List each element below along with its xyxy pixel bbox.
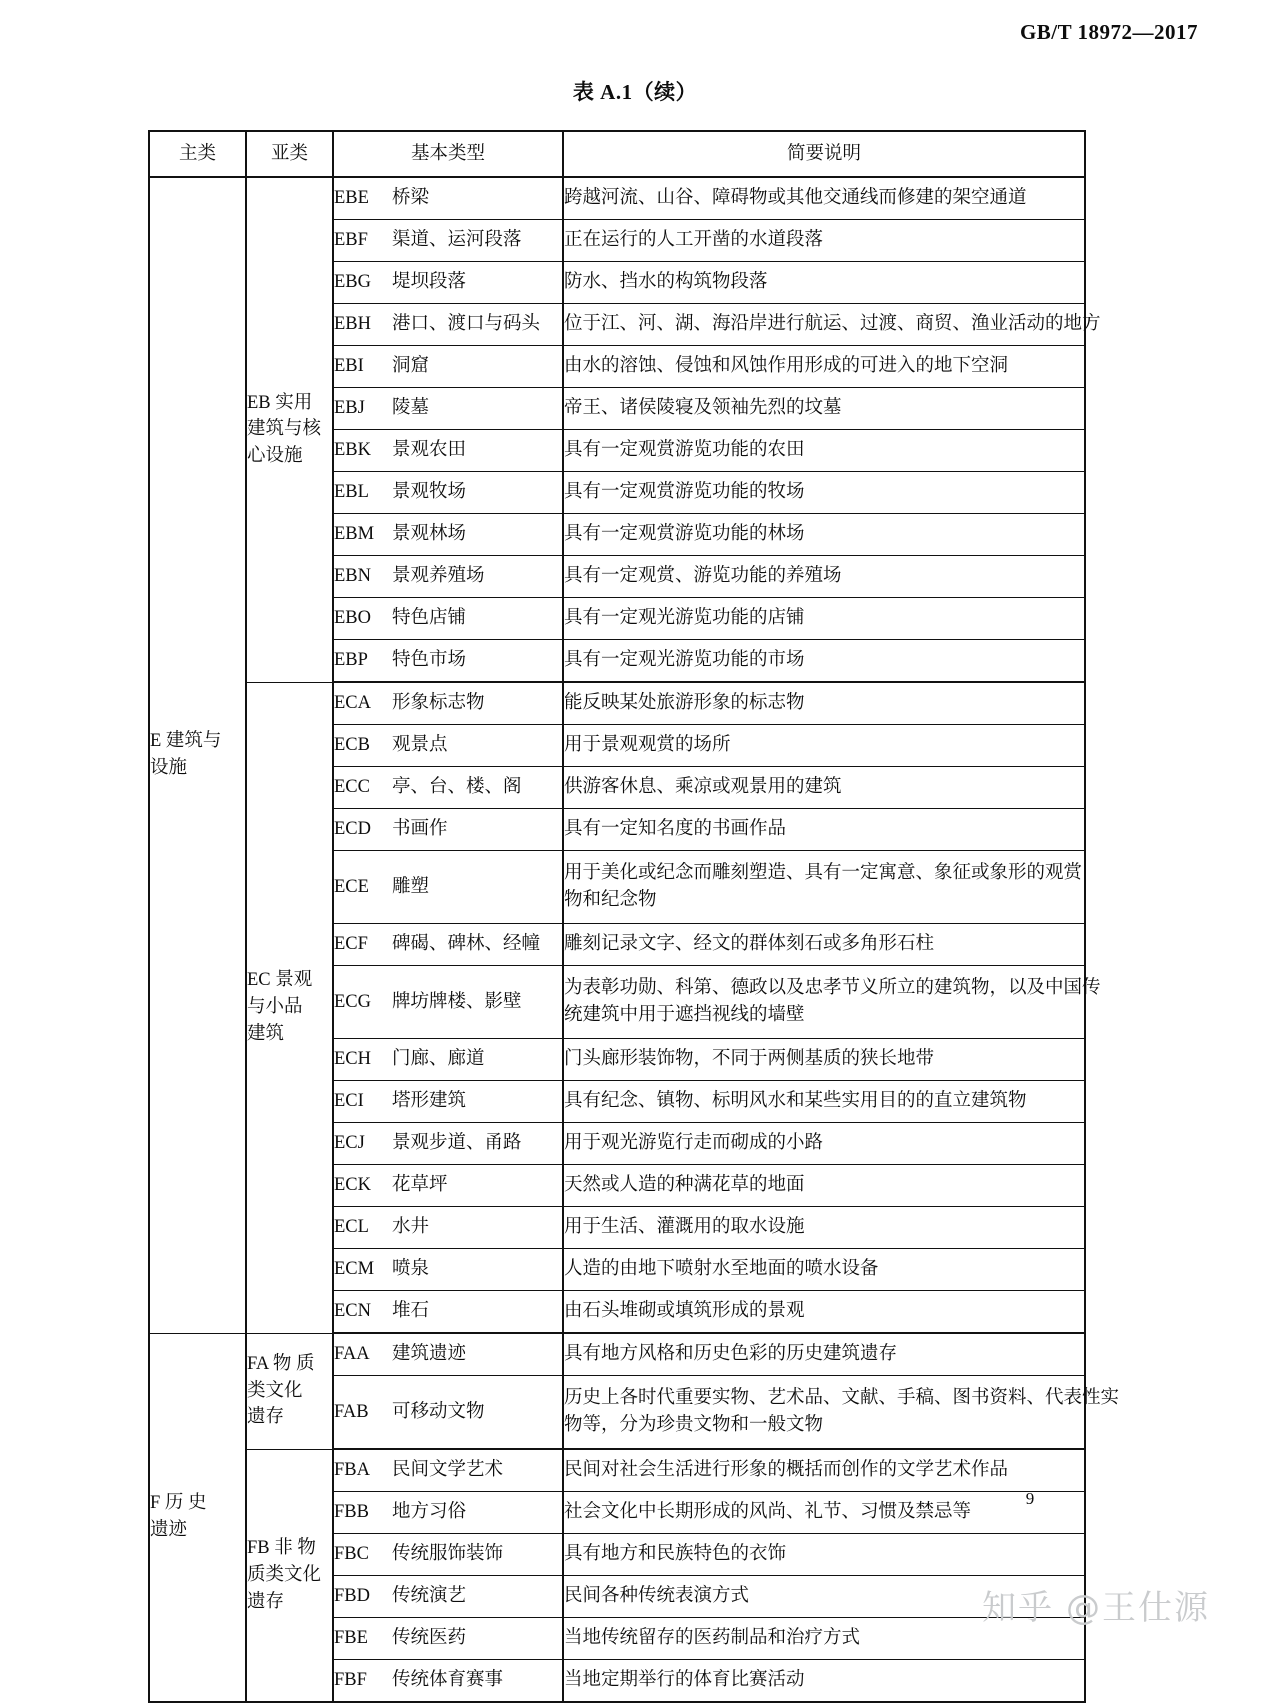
- type-code: ECE: [334, 876, 369, 897]
- type-name: 牌坊牌楼、影壁: [392, 991, 522, 1012]
- description-cell: 具有地方风格和历史色彩的历史建筑遗存: [563, 1333, 1085, 1376]
- sub-class-1-2: [246, 682, 333, 1333]
- type-code: EBK: [334, 440, 371, 461]
- type-name: 传统服饰装饰: [392, 1544, 504, 1565]
- type-code: EBG: [334, 272, 371, 293]
- type-name: 港口、渡口与码头: [392, 314, 541, 335]
- description-cell: 具有一定观光游览功能的店铺: [563, 598, 1085, 640]
- sub-class-2-1-label: FA 物 质 类文化 遗存: [247, 1353, 315, 1428]
- type-name: 陵墓: [392, 398, 430, 419]
- basic-type-cell: [333, 1618, 563, 1660]
- type-code: ECF: [334, 934, 368, 955]
- description-cell: 位于江、河、湖、海沿岸进行航运、过渡、商贸、渔业活动的地方: [563, 304, 1085, 346]
- basic-type-cell: [333, 346, 563, 388]
- description-cell: 由石头堆砌或填筑形成的景观: [563, 1291, 1085, 1334]
- sub-class-2-1: [246, 1333, 333, 1449]
- basic-type-cell: [333, 851, 563, 924]
- basic-type-cell: [333, 1039, 563, 1081]
- type-code: EBI: [334, 356, 364, 377]
- sub-class-1-2-label: EC 景观 与小品 建筑: [247, 970, 313, 1044]
- basic-type-cell: [333, 1291, 563, 1334]
- main-class-1-label: E 建筑与 设施: [150, 731, 222, 779]
- description-cell: 用于生活、灌溉用的取水设施: [563, 1207, 1085, 1249]
- basic-type-cell: [333, 388, 563, 430]
- column-header-description: 简要说明: [563, 131, 1085, 177]
- basic-type-cell: [333, 1449, 563, 1492]
- type-name: 桥梁: [392, 188, 430, 209]
- sub-class-1-1: [246, 177, 333, 682]
- type-name: 景观农田: [392, 440, 467, 461]
- type-code: ECG: [334, 991, 371, 1012]
- table-caption: 表 A.1（续）: [572, 80, 698, 104]
- type-code: EBF: [334, 230, 368, 251]
- main-class-2-label: F 历 史 遗迹: [150, 1493, 207, 1541]
- type-code: FAB: [334, 1401, 369, 1422]
- type-name: 景观养殖场: [392, 566, 485, 587]
- basic-type-cell: [333, 598, 563, 640]
- type-name: 景观牧场: [392, 482, 467, 503]
- type-name: 堆石: [392, 1301, 430, 1322]
- type-code: EBO: [334, 608, 371, 629]
- description-cell: 具有一定观赏、游览功能的养殖场: [563, 556, 1085, 598]
- type-name: 传统演艺: [392, 1586, 467, 1607]
- page-header: [0, 12, 1270, 52]
- type-code: EBN: [334, 566, 371, 587]
- table-row: [149, 177, 1085, 220]
- type-name: 传统体育赛事: [392, 1670, 504, 1691]
- basic-type-cell: [333, 924, 563, 966]
- basic-type-cell: [333, 640, 563, 683]
- basic-type-cell: [333, 725, 563, 767]
- main-class-1: [149, 177, 246, 1333]
- type-name: 观景点: [392, 735, 448, 756]
- table-row: [149, 682, 1085, 725]
- basic-type-cell: [333, 304, 563, 346]
- description-cell: 帝王、诸侯陵寝及领袖先烈的坟墓: [563, 388, 1085, 430]
- description-cell: 门头廊形装饰物，不同于两侧基质的狭长地带: [563, 1039, 1085, 1081]
- watermark-username: @王仕源: [1066, 1588, 1210, 1628]
- description-cell: 具有一定观赏游览功能的林场: [563, 514, 1085, 556]
- type-code: ECB: [334, 735, 370, 756]
- table-row: [149, 1449, 1085, 1492]
- type-name: 特色店铺: [392, 608, 467, 629]
- type-name: 渠道、运河段落: [392, 230, 522, 251]
- description-cell: 用于观光游览行走而砌成的小路: [563, 1123, 1085, 1165]
- basic-type-cell: [333, 966, 563, 1039]
- page-number-value: 9: [1025, 1489, 1035, 1508]
- description-cell: 用于美化或纪念而雕刻塑造、具有一定寓意、象征或象形的观赏 物和纪念物: [563, 851, 1085, 924]
- type-name: 亭、台、楼、阁: [392, 777, 522, 798]
- type-code: FAA: [334, 1344, 370, 1365]
- table-row: [149, 1333, 1085, 1376]
- type-code: ECC: [334, 777, 370, 798]
- type-code: ECD: [334, 819, 371, 840]
- type-name: 景观步道、甬路: [392, 1133, 522, 1154]
- type-name: 塔形建筑: [392, 1091, 467, 1112]
- type-name: 建筑遗迹: [392, 1344, 467, 1365]
- type-code: FBB: [334, 1502, 369, 1523]
- basic-type-cell: [333, 1207, 563, 1249]
- type-name: 堤坝段落: [392, 272, 467, 293]
- basic-type-cell: [333, 262, 563, 304]
- basic-type-cell: [333, 1660, 563, 1703]
- type-name: 民间文学艺术: [392, 1460, 504, 1481]
- type-code: ECN: [334, 1301, 371, 1322]
- description-cell: 具有一定观赏游览功能的牧场: [563, 472, 1085, 514]
- description-cell: 具有一定观光游览功能的市场: [563, 640, 1085, 683]
- type-code: FBD: [334, 1586, 370, 1607]
- description-cell: 具有一定知名度的书画作品: [563, 809, 1085, 851]
- basic-type-cell: [333, 177, 563, 220]
- sub-class-2-2-label: FB 非 物 质类文化 遗存: [247, 1538, 322, 1612]
- type-code: EBL: [334, 482, 369, 503]
- type-name: 书画作: [392, 819, 448, 840]
- description-cell: 当地定期举行的体育比赛活动: [563, 1660, 1085, 1703]
- description-cell: 供游客休息、乘凉或观景用的建筑: [563, 767, 1085, 809]
- type-code: ECA: [334, 693, 371, 714]
- description-cell: 人造的由地下喷射水至地面的喷水设备: [563, 1249, 1085, 1291]
- type-name: 碑碣、碑林、经幢: [392, 934, 541, 955]
- column-header-sub-class: 亚类: [246, 131, 333, 177]
- type-name: 门廊、廊道: [392, 1049, 485, 1070]
- type-code: ECM: [334, 1259, 375, 1280]
- type-name: 传统医药: [392, 1628, 467, 1649]
- description-cell: 具有地方和民族特色的衣饰: [563, 1534, 1085, 1576]
- basic-type-cell: [333, 1081, 563, 1123]
- type-code: FBC: [334, 1544, 369, 1565]
- type-name: 花草坪: [392, 1175, 448, 1196]
- description-cell: 防水、挡水的构筑物段落: [563, 262, 1085, 304]
- type-name: 可移动文物: [392, 1401, 485, 1422]
- type-code: FBF: [334, 1670, 367, 1691]
- main-class-2: [149, 1333, 246, 1702]
- type-code: EBJ: [334, 398, 365, 419]
- description-cell: 为表彰功勋、科第、德政以及忠孝节义所立的建筑物，以及中国传 统建筑中用于遮挡视线的墙壁: [563, 966, 1085, 1039]
- type-code: ECK: [334, 1175, 371, 1196]
- type-name: 雕塑: [392, 876, 430, 897]
- description-cell: 能反映某处旅游形象的标志物: [563, 682, 1085, 725]
- description-cell: 用于景观观赏的场所: [563, 725, 1085, 767]
- basic-type-cell: [333, 1376, 563, 1450]
- basic-type-cell: [333, 809, 563, 851]
- type-code: ECL: [334, 1217, 369, 1238]
- page-number: [0, 1489, 1270, 1509]
- type-name: 景观林场: [392, 524, 467, 545]
- basic-type-cell: [333, 1165, 563, 1207]
- description-cell: 正在运行的人工开凿的水道段落: [563, 220, 1085, 262]
- description-cell: 民间各种传统表演方式: [563, 1576, 1085, 1618]
- table-header-row: [149, 131, 1085, 177]
- standard-code: GB/T 18972—2017: [1019, 20, 1198, 44]
- description-cell: 跨越河流、山谷、障碍物或其他交通线而修建的架空通道: [563, 177, 1085, 220]
- description-cell: 当地传统留存的医药制品和治疗方式: [563, 1618, 1085, 1660]
- description-cell: 社会文化中长期形成的风尚、礼节、习惯及禁忌等: [563, 1492, 1085, 1534]
- classification-table: [148, 130, 1120, 1703]
- basic-type-cell: [333, 220, 563, 262]
- basic-type-cell: [333, 514, 563, 556]
- basic-type-cell: [333, 1534, 563, 1576]
- type-code: EBP: [334, 650, 368, 671]
- type-name: 水井: [392, 1217, 430, 1238]
- column-header-basic-type: 基本类型: [333, 131, 563, 177]
- description-cell: 天然或人造的种满花草的地面: [563, 1165, 1085, 1207]
- type-code: ECI: [334, 1091, 364, 1112]
- description-cell: 雕刻记录文字、经文的群体刻石或多角形石柱: [563, 924, 1085, 966]
- type-name: 地方习俗: [392, 1502, 467, 1523]
- type-code: FBA: [334, 1460, 370, 1481]
- classification-table-wrapper: [148, 130, 1120, 1703]
- basic-type-cell: [333, 767, 563, 809]
- table-body: [149, 177, 1120, 1702]
- zhihu-logo-text: 知乎: [982, 1588, 1054, 1628]
- basic-type-cell: [333, 1333, 563, 1376]
- description-cell: 民间对社会生活进行形象的概括而创作的文学艺术作品: [563, 1449, 1085, 1492]
- type-name: 喷泉: [392, 1259, 430, 1280]
- type-code: EBE: [334, 188, 369, 209]
- basic-type-cell: [333, 682, 563, 725]
- type-code: ECH: [334, 1049, 371, 1070]
- basic-type-cell: [333, 556, 563, 598]
- basic-type-cell: [333, 472, 563, 514]
- description-cell: 具有纪念、镇物、标明风水和某些实用目的的直立建筑物: [563, 1081, 1085, 1123]
- basic-type-cell: [333, 1249, 563, 1291]
- description-cell: 由水的溶蚀、侵蚀和风蚀作用形成的可进入的地下空洞: [563, 346, 1085, 388]
- watermark: [982, 1580, 1210, 1629]
- type-code: EBM: [334, 524, 375, 545]
- basic-type-cell: [333, 1123, 563, 1165]
- description-cell: 历史上各时代重要实物、艺术品、文献、手稿、图书资料、代表性实 物等，分为珍贵文物和一般文物: [563, 1376, 1085, 1450]
- column-header-main-class: 主类: [149, 131, 246, 177]
- sub-class-2-2: [246, 1449, 333, 1702]
- type-code: FBE: [334, 1628, 368, 1649]
- type-name: 洞窟: [392, 356, 430, 377]
- type-name: 特色市场: [392, 650, 467, 671]
- type-code: EBH: [334, 314, 371, 335]
- type-code: ECJ: [334, 1133, 365, 1154]
- sub-class-1-1-label: EB 实用 建筑与核 心设施: [247, 392, 322, 467]
- basic-type-cell: [333, 1576, 563, 1618]
- type-name: 形象标志物: [392, 693, 485, 714]
- description-cell: 具有一定观赏游览功能的农田: [563, 430, 1085, 472]
- basic-type-cell: [333, 430, 563, 472]
